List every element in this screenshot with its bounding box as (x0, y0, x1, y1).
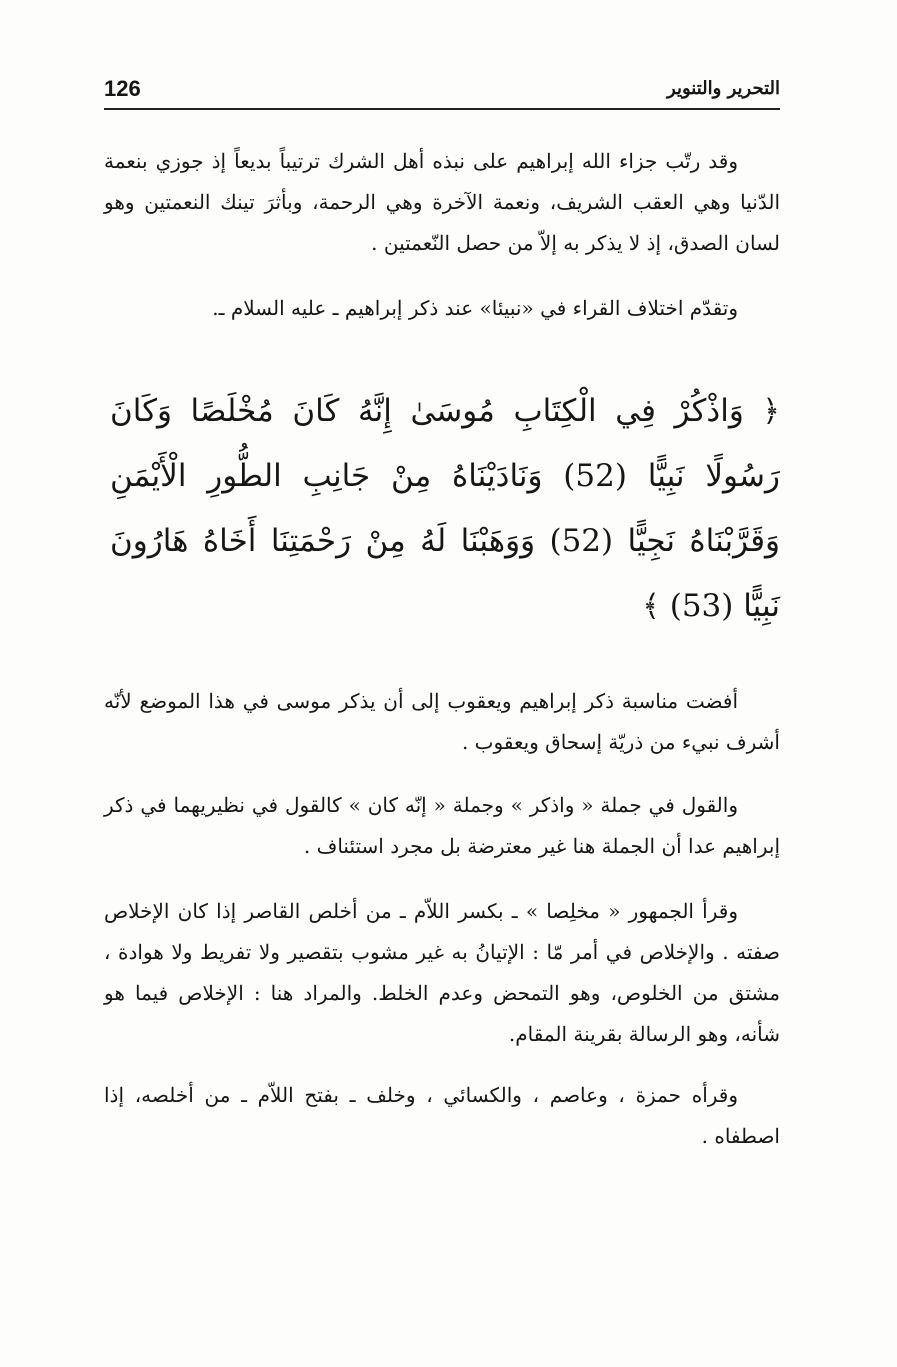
quran-verse (104, 379, 780, 639)
page-header (104, 74, 780, 110)
paragraph-3-text: أفضت مناسبة ذكر إبراهيم ويعقوب إلى أن يذكر موسى في هذا الموضع لأنّه أشرف نبيء من ذريّة إسحاق ويعقوب . (104, 689, 780, 754)
book-page (104, 74, 780, 1157)
paragraph-5-text: وقرأ الجمهور « مخلِصا » ـ بكسر اللاّم ـ من أخلص القاصر إذا كان الإخلاص صفته . والإخلاص في أمر مّا : الإتيانُ به غير مشوب بتقصير ولا تفريط ولا هوادة ، مشتق من الخلوص، وهو التمحض وعدم الخلط. والمراد هنا : الإخلاص فيما هو شأنه، وهو الرسالة بقرينة المقام. (104, 899, 780, 1046)
paragraph-6 (104, 1075, 780, 1157)
paragraph-4 (104, 785, 780, 867)
paragraph-2-text: وتقدّم اختلاف القراء في «نبيئا» عند ذكر إبراهيم ـ عليه السلام ـ. (212, 296, 738, 320)
paragraph-6-text: وقرأه حمزة ، وعاصم ، والكسائي ، وخلف ـ بفتح اللاّم ـ من أخلصه، إذا اصطفاه . (104, 1083, 780, 1148)
paragraph-2 (104, 288, 780, 329)
paragraph-4-text: والقول في جملة « واذكر » وجملة « إنّه كان » كالقول في نظيريهما في ذكر إبراهيم عدا أن الجملة هنا غير معترضة بل مجرد استئناف . (104, 793, 780, 858)
verse-open-bracket: ﴿ (762, 394, 780, 429)
running-title: التحرير والتنوير (667, 78, 780, 99)
verse-close-bracket: ﴾ (642, 589, 660, 624)
verse-text: وَاذْكُرْ فِي الْكِتَابِ مُوسَىٰ إِنَّهُ كَانَ مُخْلَصًا وَكَانَ رَسُولًا نَبِيًّا (52) وَنَادَيْنَاهُ مِنْ جَانِبِ الطُّورِ الْأَيْمَنِ وَقَرَّبْنَاهُ نَجِيًّا (52) وَوَهَبْنَا لَهُ مِنْ رَحْمَتِنَا أَخَاهُ هَارُونَ نَبِيًّا (53) (110, 393, 780, 624)
page-number: 126 (104, 76, 141, 101)
paragraph-5 (104, 891, 780, 1055)
paragraph-1 (104, 141, 780, 264)
paragraph-3 (104, 681, 780, 763)
paragraph-1-text: وقد رتّب جزاء الله إبراهيم على نبذه أهل الشرك ترتيباً بديعاً إذ جوزي بنعمة الدّنيا وهي العقب الشريف، ونعمة الآخرة وهي الرحمة، وبأثرَ تينك النعمتين وهو لسان الصدق، إذ لا يذكر به إلاّ من حصل النّعمتين . (104, 149, 780, 255)
